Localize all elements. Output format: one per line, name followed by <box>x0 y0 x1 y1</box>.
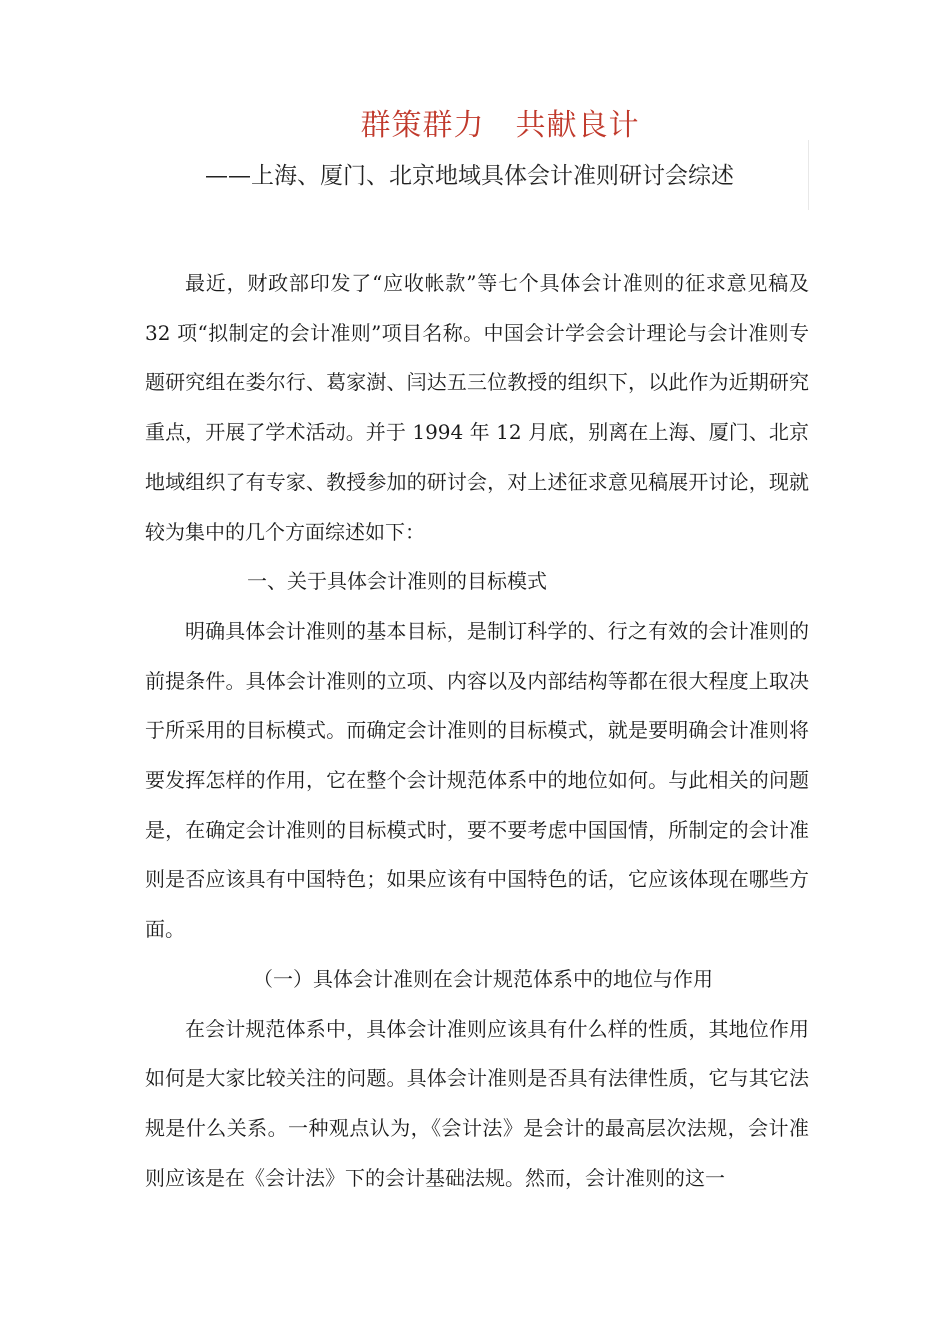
document-title: 群策群力 共献良计 <box>360 108 640 143</box>
document-body <box>145 259 809 1203</box>
document-subtitle: ——上海、厦门、北京地域具体会计准则研讨会综述 <box>205 163 734 189</box>
intro-paragraph: 最近，财政部印发了“应收帐款”等七个具体会计准则的征求意见稿及 32 项“拟制定的会计准则”项目名称。中国会计学会会计理论与会计准则专题研究组在娄尔行、葛家澍、闫达五三位教授的组织下，以此作为近期研究重点，开展了学术活动。并于 1994 年 12 月底，别离在上海、厦门、北京地域组织了有专家、教授参加的研讨会，对上述征求意见稿展开讨论，现就较为集中的几个方面综述如下： <box>145 271 809 544</box>
subsection-heading: （一）具体会计准则在会计规范体系中的地位与作用 <box>253 966 713 991</box>
section-paragraph: 明确具体会计准则的基本目标，是制订科学的、行之有效的会计准则的前提条件。具体会计准则的立项、内容以及内部结构等都在很大程度上取决于所采用的目标模式。而确定会计准则的目标模式，就是要明确会计准则将要发挥怎样的作用，它在整个会计规范体系中的地位如何。与此相关的问题是，在确定会计准则的目标模式时，要不要考虑中国国情，所制定的会计准则是否应该具有中国特色；如果应该有中国特色的话，它应该体现在哪些方面。 <box>145 618 809 942</box>
margin-divider <box>808 140 809 210</box>
subsection-paragraph: 在会计规范体系中，具体会计准则应该具有什么样的性质，其地位作用如何是大家比较关注的问题。具体会计准则是否具有法律性质，它与其它法规是什么关系。一种观点认为，《会计法》是会计的最高层次法规，会计准则应该是在《会计法》下的会计基础法规。然而，会计准则的这一 <box>145 1016 809 1190</box>
section-heading: 一、关于具体会计准则的目标模式 <box>247 569 547 594</box>
